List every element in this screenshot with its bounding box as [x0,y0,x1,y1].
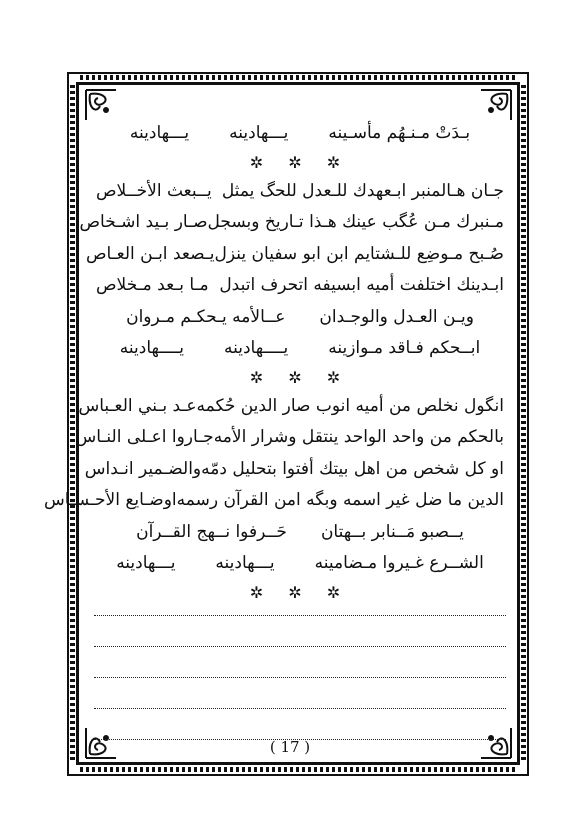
poem-verse [43,485,504,517]
verse-part: يــــهادينه [119,338,184,358]
verse-second-half: صـار بـيد اشـخاص [79,212,208,232]
dotted-writing-line [94,585,506,616]
poem-verse [79,207,504,239]
verse-first-half: جـان هـالمنبر ابـعهدك للـعدل للحگ يمثل [221,180,504,201]
dotted-writing-line [94,678,506,709]
poem-verse [85,239,504,271]
poem-verse [84,454,504,486]
verse-first-half: انگول نخلص من أميه انوب صار الدين حُكمه [196,395,504,416]
page-number: ( 17 ) [269,738,311,756]
dotted-writing-line [94,616,506,647]
corner-ornament-icon [84,88,118,122]
star-divider: ✲ ✲ ✲ [249,367,351,387]
star-divider: ✲ ✲ ✲ [249,582,351,602]
verse-second-half: مـا بـعد مـخلاص [96,275,209,295]
verse-part: يــــهادينه [224,338,289,358]
poem-verse [96,302,504,334]
verse-first-half: صُـبح مـوضِع للـشتايم ابن ابو سفيان ينزل [214,243,504,264]
verse-part: يـــهادينه [116,553,176,573]
verse-second-half: يــبعث الأخــلاص [96,180,212,201]
poem-verse [96,176,504,208]
verse-second-half: اوضـايع الأحـسـاس [43,490,177,510]
poem-verse [78,391,504,423]
verse-part: الشــرع غـيروا مـضامينه [314,553,484,573]
verse-second-half: جـاروا اعـلى النـاس [75,427,214,447]
poem-verse [75,422,504,454]
star-divider: ✲ ✲ ✲ [249,152,351,172]
verse-part: ويـن العـدل والوجـدان [319,306,474,327]
verse-second-half: عـد بـني العـباس [78,395,197,416]
poem-refrain [96,333,504,365]
verse-part: بـدَتْ مـنـهُم مأسـينه [328,123,471,143]
verse-first-half: الدين ما ضل غير اسمه وبگه امن القرآن رسمه [176,490,504,510]
poem-verse [96,270,504,302]
verse-part: ابــحكم فـاقد مـوازينه [328,338,481,358]
poem-body [43,118,504,606]
dotted-writing-line [94,647,506,678]
verse-part: يـــهادينه [215,553,275,573]
verse-part: يــصبو مَــنابر بــهتان [320,521,464,542]
verse-part: يـــهادينه [229,123,289,143]
verse-first-half: ابـدينك اختلفت أميه ابسيفه اتحرف اتبدل [219,275,504,295]
verse-part: عــالأمه يـحكـم مـروان [126,306,286,327]
verse-second-half: والضـمير انـداس [84,458,202,479]
verse-part: حَــرفوا نــهج القــرآن [136,521,287,542]
verse-first-half: مـنبرك مـن عُگب عينك هـذا تـاريخ وبسجل [207,212,504,232]
verse-first-half: بالحكم من واحد الواحد ينتقل وشرار الأمه [213,427,504,447]
corner-ornament-icon [479,88,513,122]
verse-second-half: يـصعد ابـن العـاص [85,243,215,264]
poem-refrain [96,118,504,150]
verse-part: يـــهادينه [129,123,190,143]
poem-verse [96,517,504,549]
dotted-writing-line [94,709,506,740]
writing-lines [94,585,506,740]
verse-first-half: او كل شخص من اهل بيتك أفتوا بتحليل دمّه [201,458,504,479]
poem-refrain [96,548,504,580]
